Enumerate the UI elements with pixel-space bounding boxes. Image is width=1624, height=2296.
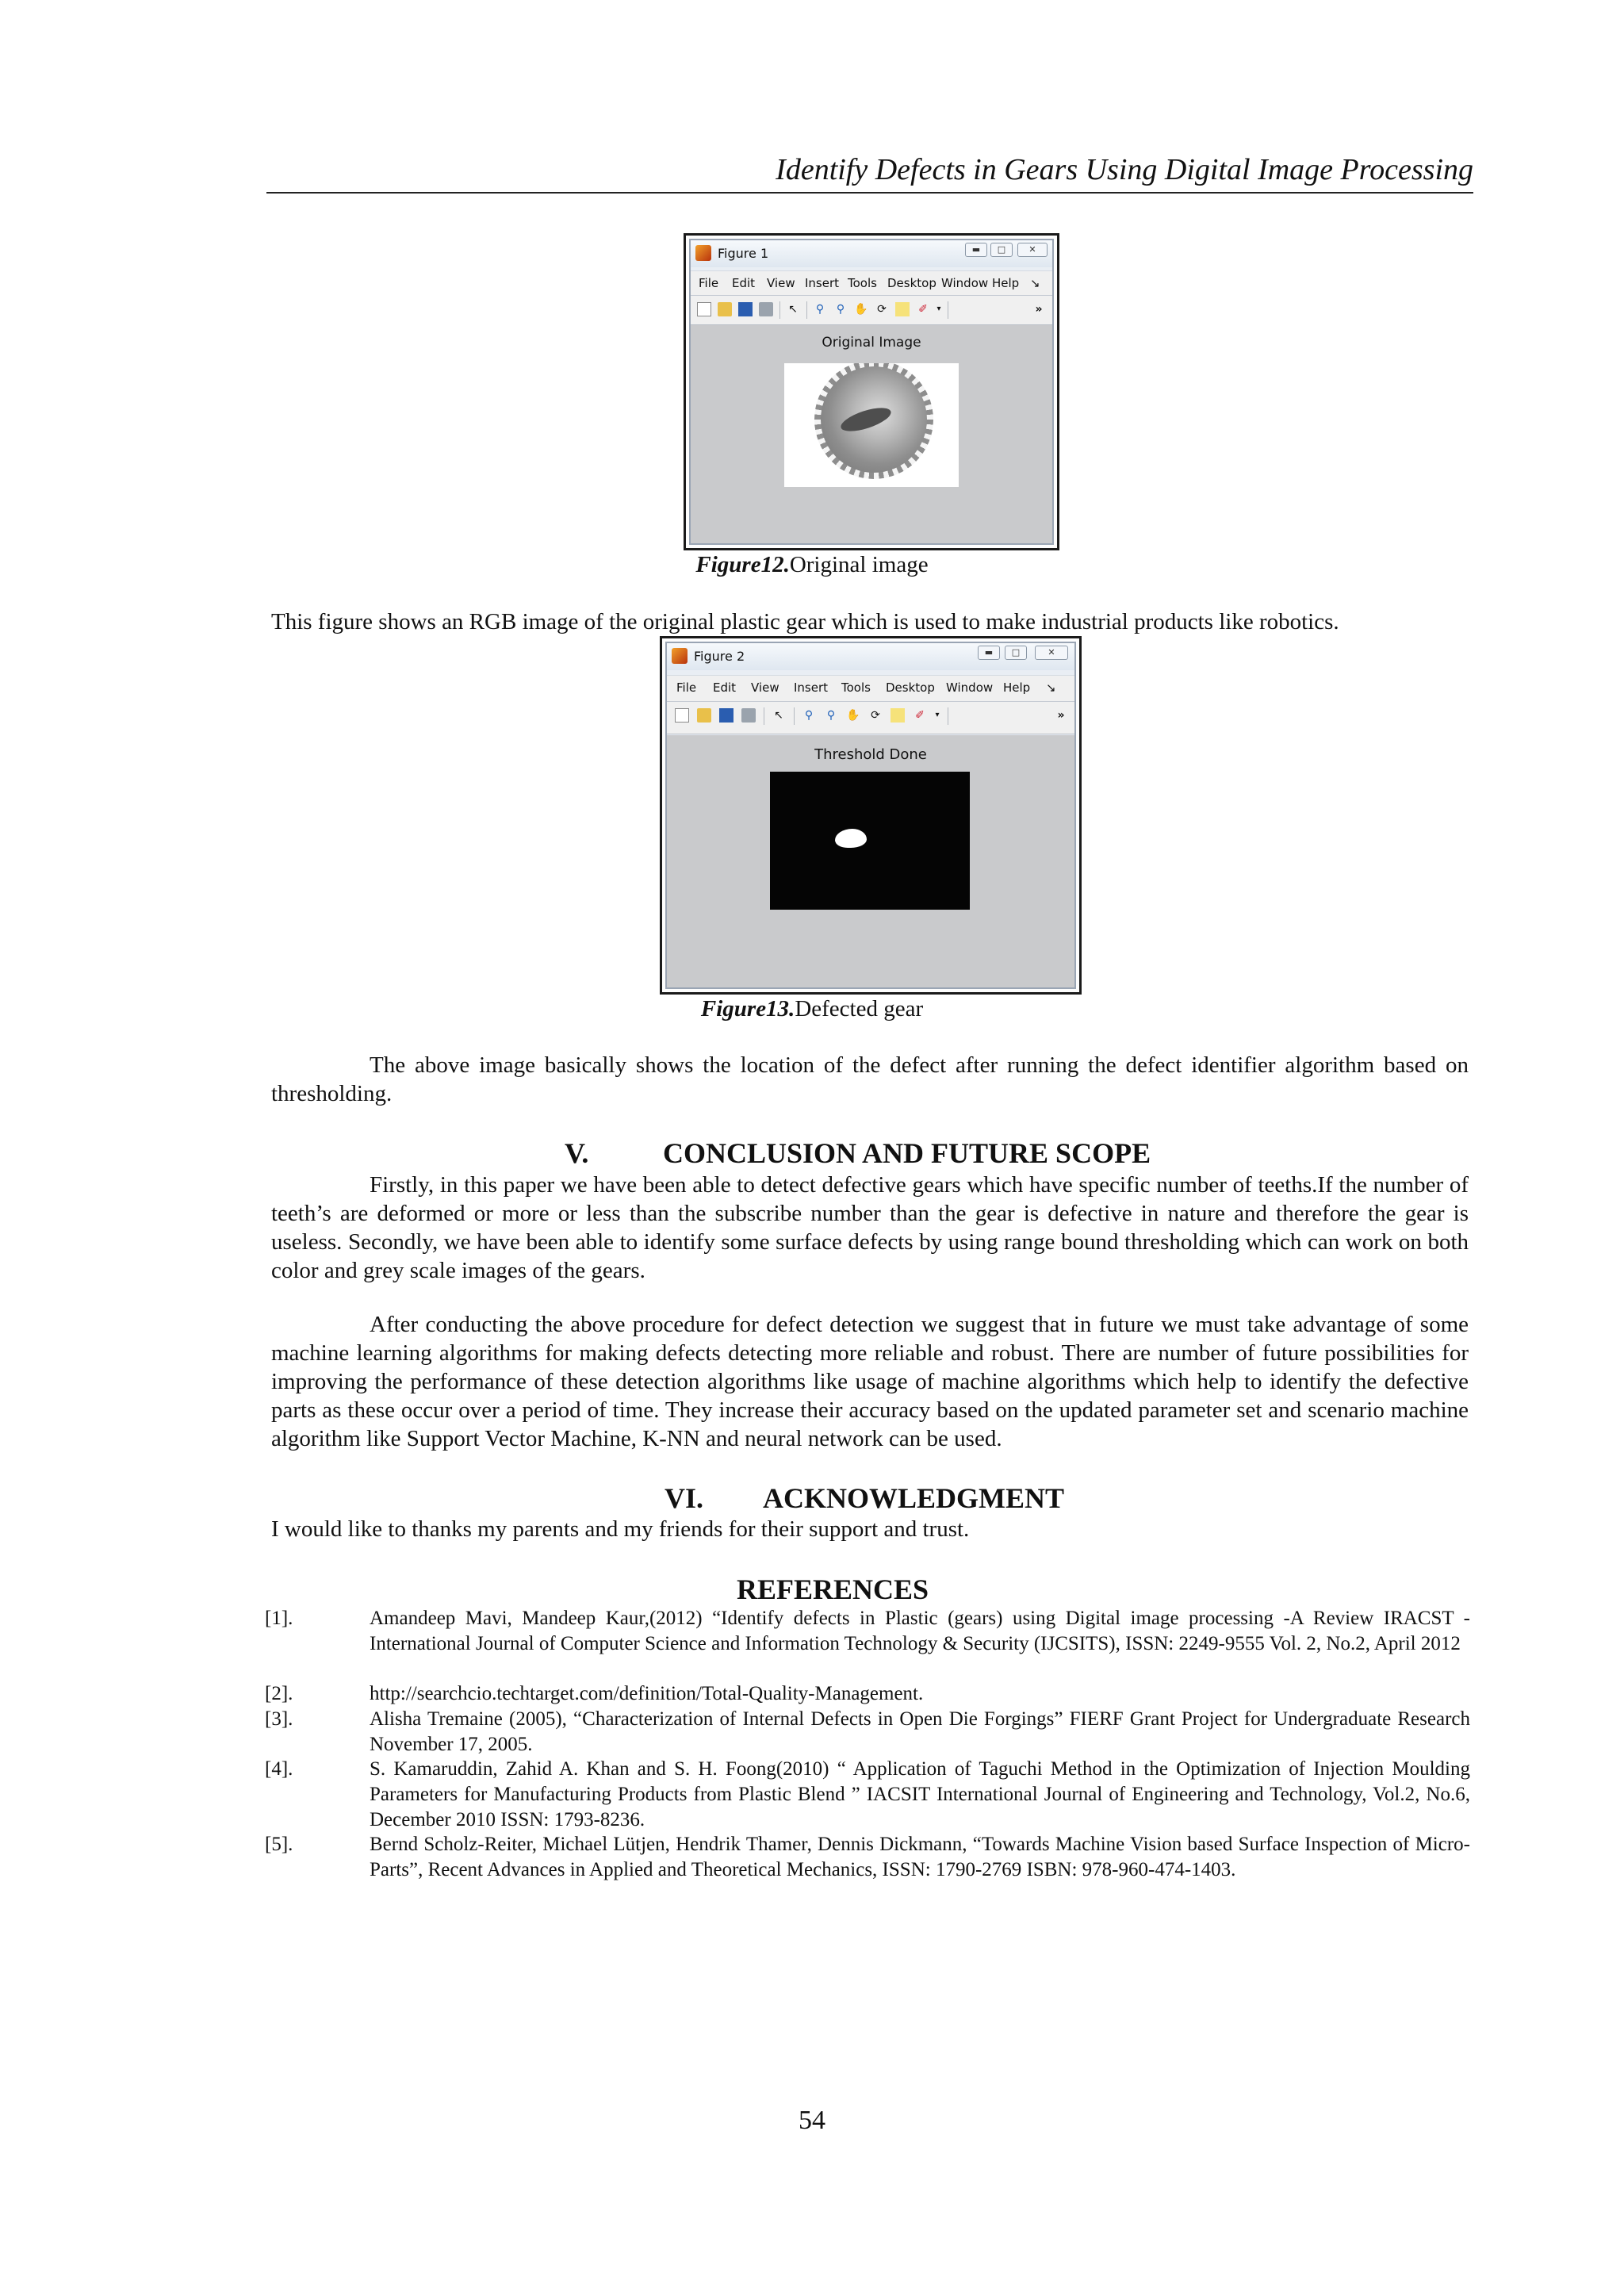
reference-number: [4]. — [265, 1758, 293, 1780]
figure13-caption-label: Figure13. — [700, 996, 795, 1022]
pan-icon[interactable]: ✋ — [846, 709, 860, 722]
menu-file[interactable]: File — [699, 276, 719, 290]
matlab-logo-icon — [672, 648, 688, 664]
brush-dropdown-icon[interactable]: ▾ — [936, 305, 941, 313]
figure12-titlebar — [691, 240, 1052, 267]
reference-number: [5]. — [265, 1834, 293, 1855]
section5-number: V. — [565, 1137, 589, 1169]
menu-overflow-icon[interactable]: ↘ — [1030, 276, 1040, 290]
save-icon[interactable] — [719, 708, 733, 723]
figure13-window-title: Figure 2 — [694, 649, 745, 664]
figure12-caption-label: Figure12. — [695, 552, 790, 577]
minimize-icon[interactable]: ▬ — [978, 646, 1000, 660]
figure13-caption-text: Defected gear — [795, 996, 924, 1022]
figure12-window-title: Figure 1 — [718, 246, 769, 261]
menu-desktop[interactable]: Desktop — [887, 276, 936, 290]
rotate-icon[interactable]: ⟳ — [871, 709, 880, 722]
toolbar-overflow-icon[interactable]: » — [1057, 709, 1065, 722]
print-icon[interactable] — [741, 708, 756, 723]
menu-view[interactable]: View — [751, 680, 779, 695]
menu-insert[interactable]: Insert — [794, 680, 829, 695]
figure13-toolbar — [667, 702, 1074, 734]
menu-overflow-icon[interactable]: ↘ — [1046, 680, 1056, 695]
section5-paragraph: After conducting the above procedure for defect detection we suggest that in future we must take advantage of some machine learning algorithms for making defects detecting more reliable and robust. There are number of future possibilities for improving the performance of these detection algorithms like usage of machine algorithms which help to identify the defective parts as these occur over a period of time. They increase their accuracy based on the updated parameter set and scenario machine algorithm like Support Vector Machine, K-NN and neural network can be used. — [271, 1312, 1469, 1451]
section6-title: ACKNOWLEDGMENT — [763, 1482, 1065, 1514]
maximize-icon[interactable]: □ — [1005, 646, 1027, 660]
reference-number: [3]. — [265, 1708, 293, 1730]
menu-window[interactable]: Window — [941, 276, 989, 290]
toolbar-separator — [779, 301, 780, 319]
reference-text: S. Kamaruddin, Zahid A. Khan and S. H. Foong(2010) “ Application of Taguchi Method in the Optimization of Injection Moulding Parameters for Manufacturing Products from Plastic Blend ” IACSIT International Journal of Engineering and Technology, Vol.2, No.6, December 2010 ISSN: 1793-8236. — [370, 1758, 1470, 1830]
figure13-titlebar — [667, 643, 1074, 670]
menu-help[interactable]: Help — [992, 276, 1020, 290]
page-number: 54 — [799, 2106, 825, 2135]
zoom-in-icon[interactable]: ⚲ — [815, 303, 825, 316]
figure13-window — [660, 636, 1082, 995]
menu-edit[interactable]: Edit — [732, 276, 756, 290]
close-icon[interactable]: ✕ — [1035, 646, 1068, 660]
toolbar-separator — [794, 707, 795, 725]
brush-icon[interactable]: ✐ — [918, 303, 928, 316]
pointer-icon[interactable]: ↖ — [774, 709, 783, 722]
original-gear-image — [784, 363, 959, 487]
print-icon[interactable] — [759, 302, 773, 316]
menu-tools[interactable]: Tools — [848, 276, 877, 290]
toolbar-separator — [806, 301, 807, 319]
figure12-axes-title: Original Image — [822, 335, 921, 351]
figure13-canvas — [667, 735, 1074, 987]
menu-file[interactable]: File — [676, 680, 697, 695]
menu-window[interactable]: Window — [946, 680, 994, 695]
figure13-menubar — [667, 675, 1074, 702]
figure12-toolbar — [691, 296, 1052, 325]
matlab-logo-icon — [695, 245, 711, 261]
new-file-icon[interactable] — [697, 302, 711, 316]
menu-desktop[interactable]: Desktop — [886, 680, 935, 695]
menu-insert[interactable]: Insert — [805, 276, 840, 290]
toolbar-overflow-icon[interactable]: » — [1035, 303, 1043, 316]
brush-dropdown-icon[interactable]: ▾ — [935, 711, 940, 719]
reference-text: Bernd Scholz-Reiter, Michael Lütjen, Hendrik Thamer, Dennis Dickmann, “Towards Machine Vision based Surface Inspection of Micro-Parts”, Recent Advances in Applied and Theoretical Mechanics, ISSN: 1790-2769 ISBN: 978-960-474-1403. — [370, 1834, 1470, 1880]
running-header: Identify Defects in Gears Using Digital Image Processing — [776, 153, 1473, 186]
menu-edit[interactable]: Edit — [713, 680, 737, 695]
figure13-caption — [0, 995, 1624, 1023]
maximize-icon[interactable]: □ — [990, 243, 1013, 257]
figure12-canvas — [691, 325, 1052, 543]
close-icon[interactable]: ✕ — [1017, 243, 1048, 257]
figure12-window-frame — [689, 239, 1054, 545]
menu-tools[interactable]: Tools — [841, 680, 871, 695]
acknowledgment-text: I would like to thanks my parents and my friends for their support and trust. — [271, 1516, 970, 1542]
reference-number: [2]. — [265, 1683, 293, 1704]
figure12-menubar — [691, 270, 1052, 296]
data-cursor-icon[interactable] — [895, 302, 910, 316]
figure12-caption-text: Original image — [789, 552, 929, 577]
brush-icon[interactable]: ✐ — [915, 709, 925, 722]
figure12-caption — [0, 550, 1624, 579]
figure13-axes-title: Threshold Done — [814, 746, 927, 763]
reference-text: Amandeep Mavi, Mandeep Kaur,(2012) “Identify defects in Plastic (gears) using Digital image processing -A Review IRACST - International Journal of Computer Science and Information Technology & Security (IJCSITS), ISSN: 2249-9555 Vol. 2, No.2, April 2012 — [370, 1608, 1470, 1654]
menu-view[interactable]: View — [767, 276, 795, 290]
section5-heading — [565, 1137, 588, 1170]
pointer-icon[interactable]: ↖ — [788, 303, 798, 316]
header-rule — [266, 192, 1473, 194]
section5-paragraph: Firstly, in this paper we have been able to detect defective gears which have specific number of teeths.If the number of teeth’s are deformed or more or less than the subscribe number than the gear is defective in nature and therefore the gear is useless. Secondly, we have been able to identify some surface defects by using range bound thresholding which can work on both color and grey scale images of the gears. — [271, 1172, 1469, 1283]
reference-number: [1]. — [265, 1608, 293, 1629]
defect-blob — [835, 829, 867, 848]
menu-help[interactable]: Help — [1003, 680, 1031, 695]
open-folder-icon[interactable] — [697, 708, 711, 723]
references-heading: REFERENCES — [736, 1573, 929, 1605]
zoom-out-icon[interactable]: ⚲ — [826, 709, 836, 722]
reference-link[interactable]: http://searchcio.techtarget.com/definition/Total-Quality-Management. — [370, 1683, 924, 1704]
figure12-window — [684, 233, 1059, 550]
figure13-window-frame — [665, 642, 1076, 989]
rotate-icon[interactable]: ⟳ — [877, 303, 887, 316]
open-folder-icon[interactable] — [718, 302, 732, 316]
reference-text: Alisha Tremaine (2005), “Characterization of Internal Defects in Open Die Forgings” FIERF Grant Project for Undergraduate Research November 17, 2005. — [370, 1708, 1470, 1755]
minimize-icon[interactable]: ▬ — [965, 243, 987, 257]
zoom-out-icon[interactable]: ⚲ — [836, 303, 845, 316]
section5-title: CONCLUSION AND FUTURE SCOPE — [663, 1137, 1151, 1169]
figure12-description: This figure shows an RGB image of the original plastic gear which is used to make industrial products like robotics. — [271, 609, 1339, 634]
section6-number: VI. — [665, 1482, 704, 1514]
data-cursor-icon[interactable] — [891, 708, 905, 723]
new-file-icon[interactable] — [675, 708, 689, 723]
pan-icon[interactable]: ✋ — [854, 303, 868, 316]
figure13-description: The above image basically shows the location of the defect after running the defect identifier algorithm based on thresholding. — [271, 1052, 1469, 1106]
zoom-in-icon[interactable]: ⚲ — [804, 709, 814, 722]
threshold-image — [770, 772, 970, 910]
save-icon[interactable] — [738, 302, 753, 316]
